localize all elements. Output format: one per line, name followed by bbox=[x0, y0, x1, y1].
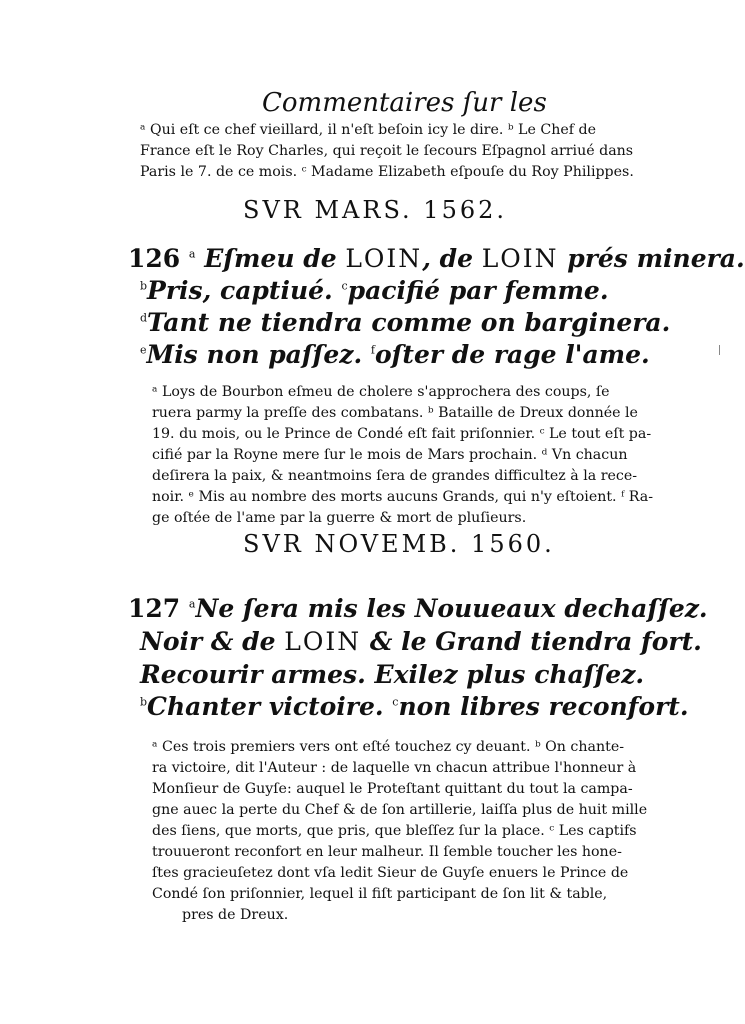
quatrain-number: 127 bbox=[128, 594, 181, 623]
footnote-marker: a bbox=[188, 247, 196, 261]
verse-text: Eſmeu de bbox=[204, 244, 346, 273]
verse-text: Tant ne tiendra comme on barginera. bbox=[147, 308, 671, 337]
note-line: deſirera la paix, & neantmoins ſera de grandes difficultez à la rece- bbox=[152, 468, 638, 484]
note-line: ruera parmy la preſſe des combatans. ᵇ Bataille de Dreux donnée le bbox=[152, 405, 638, 421]
quatrain-number: 126 bbox=[128, 244, 181, 273]
verse-text: Chanter victoire. bbox=[147, 692, 393, 721]
verse-text: prés minera. bbox=[558, 244, 745, 273]
note-line: Paris le 7. de ce mois. ᶜ Madame Elizabeth eſpouſe du Roy Philippes. bbox=[140, 164, 634, 180]
footnote-marker: a bbox=[188, 597, 196, 611]
section-heading-novemb-1560: SVR NOVEMB. 1560. bbox=[243, 530, 555, 558]
note-line: 19. du mois, ou le Prince de Condé eſt fait priſonnier. ᶜ Le tout eſt pa- bbox=[152, 426, 652, 442]
verse-caps: LOIN bbox=[481, 244, 559, 273]
section-heading-mars-1562: SVR MARS. 1562. bbox=[243, 196, 507, 224]
verse-text: Ne ſera mis les Nouueaux dechaſſez. bbox=[195, 594, 708, 623]
quatrain-127-line-2 bbox=[140, 627, 702, 656]
note-line: noir. ᵉ Mis au nombre des morts aucuns Grands, qui n'y eſtoient. ᶠ Ra- bbox=[152, 489, 653, 505]
note-line: Monſieur de Guyſe: auquel le Proteſtant quittant du tout la campa- bbox=[152, 781, 633, 797]
note-line: France eſt le Roy Charles, qui reçoit le ſecours Eſpagnol arriué dans bbox=[140, 143, 634, 159]
footnote-marker: b bbox=[140, 279, 148, 293]
margin-mark bbox=[719, 345, 720, 355]
footnote-marker: f bbox=[370, 343, 375, 357]
quatrain-127-line-1 bbox=[128, 594, 708, 623]
quatrain-126-line-1 bbox=[128, 244, 745, 273]
note-line: des ſiens, que morts, que pris, que bleſſez ſur la place. ᶜ Les captifs bbox=[152, 823, 637, 839]
quatrain-126-line-2 bbox=[140, 276, 609, 305]
verse-text: , de bbox=[422, 244, 482, 273]
footnote-marker: c bbox=[341, 279, 348, 293]
verse-text: oſter de rage l'ame. bbox=[374, 340, 650, 369]
notes-127 bbox=[152, 737, 647, 926]
running-header: Commentaires ſur les bbox=[262, 88, 547, 118]
note-line: ᵃ Qui eſt ce chef vieillard, il n'eſt beſoin icy le dire. ᵇ Le Chef de bbox=[140, 122, 596, 138]
verse-text: Mis non paſſez. bbox=[146, 340, 371, 369]
notes-126 bbox=[152, 382, 653, 529]
note-line: Condé ſon priſonnier, lequel il fiſt participant de ſon lit & table, bbox=[152, 886, 608, 902]
verse-text: Recourir armes. Exilez plus chaſſez. bbox=[140, 660, 645, 689]
note-line: pres de Dreux. bbox=[182, 907, 289, 923]
quatrain-126-line-3 bbox=[140, 308, 670, 337]
verse-caps: LOIN bbox=[345, 244, 423, 273]
note-line: cifié par la Royne mere ſur le mois de Mars prochain. ᵈ Vn chacun bbox=[152, 447, 628, 463]
verse-text: non libres reconfort. bbox=[398, 692, 689, 721]
note-line: ra victoire, dit l'Auteur : de laquelle vn chacun attribue l'honneur à bbox=[152, 760, 637, 776]
verse-text: & le Grand tiendra fort. bbox=[361, 627, 702, 656]
note-line: ᵃ Loys de Bourbon eſmeu de cholere s'approchera des coups, ſe bbox=[152, 384, 610, 400]
quatrain-126-line-4 bbox=[140, 340, 650, 369]
quatrain-127-line-3 bbox=[140, 660, 644, 689]
footnote-marker: e bbox=[140, 343, 147, 357]
footnote-marker: d bbox=[140, 311, 148, 325]
top-notes bbox=[140, 120, 634, 183]
verse-text: Pris, captiué. bbox=[147, 276, 342, 305]
note-line: trouueront reconfort en leur malheur. Il ſemble toucher les hone- bbox=[152, 844, 622, 860]
note-line: ge oſtée de l'ame par la guerre & mort de pluſieurs. bbox=[152, 510, 527, 526]
footnote-marker: c bbox=[392, 695, 399, 709]
verse-text: pacifié par femme. bbox=[347, 276, 609, 305]
note-line: ᵃ Ces trois premiers vers ont eſté touchez cy deuant. ᵇ On chante- bbox=[152, 739, 625, 755]
note-line: ſtes gracieuſetez dont vſa ledit Sieur de Guyſe enuers le Prince de bbox=[152, 865, 629, 881]
footnote-marker: b bbox=[140, 695, 148, 709]
verse-text: Noir & de bbox=[140, 627, 285, 656]
verse-caps: LOIN bbox=[284, 627, 362, 656]
note-line: gne auec la perte du Chef & de ſon artillerie, laiſſa plus de huit mille bbox=[152, 802, 648, 818]
quatrain-127-line-4 bbox=[140, 692, 689, 721]
